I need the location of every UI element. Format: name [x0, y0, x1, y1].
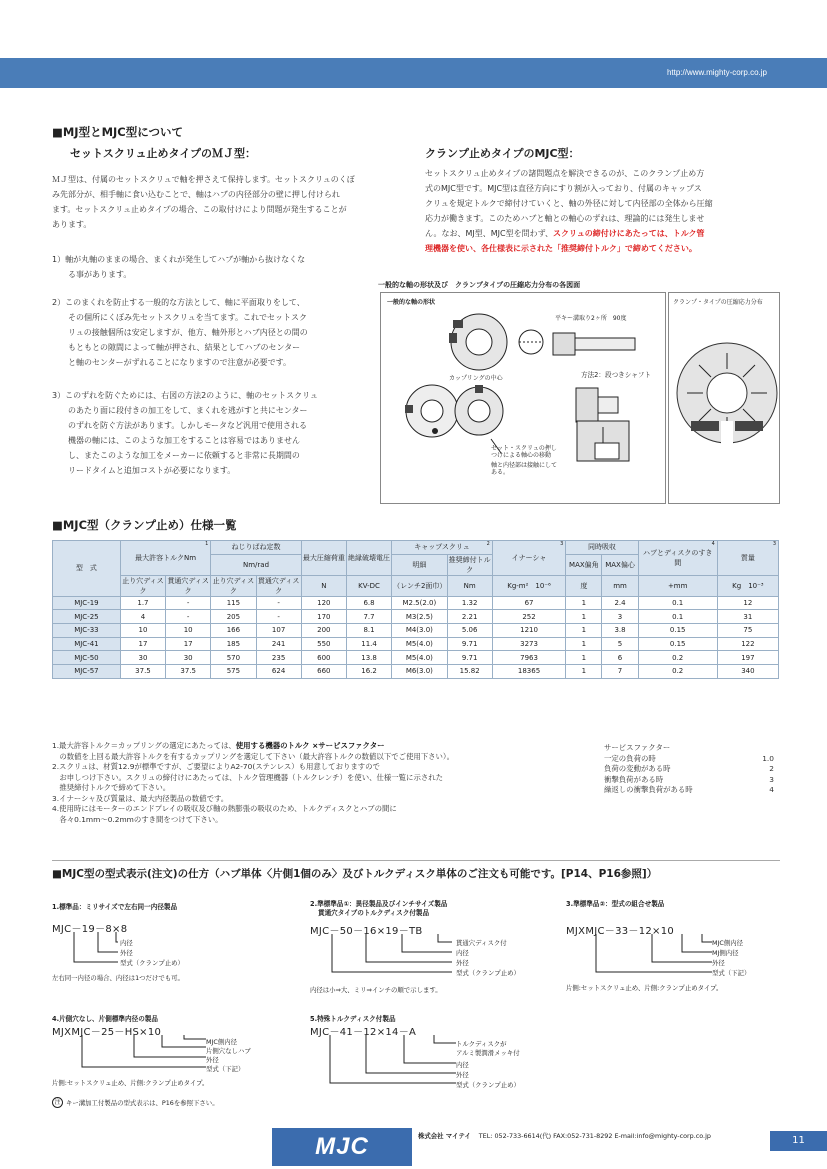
table-cell: 11.4 [346, 637, 391, 651]
mj-point1: 1）軸が丸軸のままの場合、まくれが発生してハブが軸から抜けなくな る事があります。 [52, 255, 306, 279]
table-cell: 1.32 [447, 596, 492, 610]
table-cell: 5.06 [447, 624, 492, 638]
table-cell: 120 [301, 596, 346, 610]
service-factor: サービスファクター 一定の負荷の時 1.0 負荷の変動がある時 2 衝撃負荷がある時 3 繰返しの衝撃負荷がある時 4 [604, 743, 774, 794]
table-cell: 15.82 [447, 665, 492, 679]
service-factor-label: 繰返しの衝撃負荷がある時 [604, 785, 693, 794]
table-cell: - [166, 610, 211, 624]
table-cell: 166 [211, 624, 256, 638]
table-row [53, 651, 779, 665]
figure-stress-box [668, 292, 780, 504]
th-inertia: イナーシャ 3 [492, 541, 566, 576]
table-cell: M5(4.0) [392, 651, 447, 665]
table-cell: 185 [211, 637, 256, 651]
th-unit-gap: +mm [638, 575, 717, 596]
table-cell: 115 [211, 596, 256, 610]
ex5-leader-lines [310, 1035, 470, 1087]
ex4-leader-lines [52, 1035, 212, 1079]
th-cap-torque: 推奨締付トルク [448, 555, 491, 574]
table-cell: 4 [120, 610, 165, 624]
ex2-foot: 内径は小⇒大、ミリ⇒インチの順で示します。 [310, 986, 442, 994]
ex4-foot: 片側:セットスクリュ止め、片側:クランプ止めタイプ。 [52, 1079, 209, 1087]
ex2-l1: 内径 [456, 949, 469, 957]
model-cell: MJC-41 [53, 637, 121, 651]
table-cell: 205 [211, 610, 256, 624]
table-cell: 1210 [492, 624, 566, 638]
service-factor-label: 負荷の変動がある時 [604, 764, 671, 773]
table-cell: 12 [717, 596, 778, 610]
ex3-l1: MJ側内径 [712, 949, 739, 957]
section3-rule [52, 860, 780, 861]
table-cell: 200 [301, 624, 346, 638]
service-factor-row [604, 785, 774, 796]
table-cell: 170 [301, 610, 346, 624]
table-cell: 37.5 [120, 665, 165, 679]
table-cell: 1.7 [120, 596, 165, 610]
table-cell: M4(3.0) [392, 624, 447, 638]
mj-heading: セットスクリュ止めタイプのＭＪ型： [70, 147, 257, 160]
th-cap-screw: キャップスクリュ 2 [392, 541, 493, 555]
th-insulation: 絶縁破壊電圧 [346, 541, 391, 576]
th-through-disk-2: 貫通穴ディスク [257, 576, 300, 595]
ex1-l3: 型式（クランプ止め） [120, 959, 184, 967]
label-shift: セット・スクリュの押し つけによる軸心の移動 軸と内径部は接触にして ある。 [491, 445, 558, 476]
table-cell: 0.15 [638, 637, 717, 651]
th-model: 型 式 [53, 541, 121, 597]
ex4-l3: 型式（下記） [206, 1065, 245, 1073]
table-cell: 340 [717, 665, 778, 679]
ex1-foot: 左右同一内径の場合、内径は1つだけでも可。 [52, 974, 184, 982]
table-cell: 30 [120, 651, 165, 665]
section1-title: ■MJ型とMJC型について [52, 125, 184, 139]
ex5-code: MJC－41－12×14－A [310, 1027, 417, 1038]
th-unit-deg: 度 [566, 575, 602, 596]
model-cell: MJC-50 [53, 651, 121, 665]
table-cell: 18365 [492, 665, 566, 679]
table-cell: 13.8 [346, 651, 391, 665]
table-cell: 197 [717, 651, 778, 665]
table-cell: 7.7 [346, 610, 391, 624]
table-cell: 7 [602, 665, 638, 679]
table-cell: 1 [566, 665, 602, 679]
stress-diagram [669, 293, 781, 505]
page-number: 11 [770, 1131, 827, 1151]
service-factor-row [604, 764, 774, 775]
ex5-title: 5.特殊トルクディスク付製品 [310, 1015, 396, 1023]
table-row [53, 637, 779, 651]
ex2-l3: 型式（クランプ止め） [456, 969, 520, 977]
service-factor-value: 2 [769, 764, 774, 773]
table-cell: 575 [211, 665, 256, 679]
table-cell: 0.2 [638, 665, 717, 679]
table-cell: 570 [211, 651, 256, 665]
table-cell: 9.71 [447, 637, 492, 651]
ex3-title: 3.準標準品②：型式の組合せ製品 [566, 900, 665, 908]
table-cell: 600 [301, 651, 346, 665]
figure-shaft-box [380, 292, 666, 504]
ex4-code: MJXMJC－25－HS×10 [52, 1027, 162, 1038]
note-mark: 注 [52, 1097, 63, 1108]
ex3-l3: 型式（下記） [712, 969, 751, 977]
table-cell: 1 [566, 637, 602, 651]
table-cell: 17 [166, 637, 211, 651]
th-unit-mass: Kg 10⁻³ [717, 575, 778, 596]
th-absorb: 同時吸収 [566, 541, 638, 555]
table-cell: 10 [166, 624, 211, 638]
service-factor-value: 4 [769, 785, 774, 794]
mj-point3: 3）このずれを防ぐためには、右図の方法2のように、軸のセットスクリュ のあたり面に段付きの加工をして、まくれを逃がすと共にセンター のずれを防ぐ方法があります。しかしモータなど汎用で使用される 機器の軸には、このような加工をすることは容易ではありません し、またこのような加工をメーカーに依頼すると非常に長期間の リードタイムと追加コストが必要になります。 [52, 391, 318, 475]
ex4-l2: 外径 [206, 1056, 219, 1064]
mjc-description: セットスクリュ止めタイプの諸問題点を解決できるのが、このクランプ止め方 式のMJC型です。MJC型は直径方向にすり割が入っており、付属のキャップス クリュを規定トルクで締付けていくと、軸の外径に対して内径部の全体から圧縮 応力が働きます。このためハブと軸との軸心のずれは、理論的には発生しませ ん。なお、MJ型、MJC型を問わず、スクリュの締付けにあたっては、トルク管 理機器を使い、各仕様表に示された「推奨締付トルク」で締めてください。 [425, 169, 713, 253]
table-cell: 1 [566, 596, 602, 610]
keyway-note: 注 キー溝加工付製品の型式表示は、P16を参照下さい。 [52, 1097, 219, 1108]
table-cell: 67 [492, 596, 566, 610]
footer-contact: 株式会社 マイテイ TEL: 052-733-6614(代) FAX:052-731-8292 E-mail:info@mighty-corp.co.jp [418, 1132, 711, 1140]
ex1-l1: 内径 [120, 939, 133, 947]
th-unit-n: N [301, 575, 346, 596]
table-cell: - [166, 596, 211, 610]
table-cell: 17 [120, 637, 165, 651]
table-cell: 1 [566, 624, 602, 638]
figure-title: 一般的な軸の形状及び クランプタイプの圧縮応力分布の各図面 [378, 281, 581, 289]
table-cell: 3273 [492, 637, 566, 651]
ex3-code: MJXMJC－33－12×10 [566, 926, 675, 937]
table-cell: 0.15 [638, 624, 717, 638]
mj-intro: ＭＪ型は、付属のセットスクリュで軸を押さえて保持します。セットスクリュのくぼ み先部分が、相手軸に食い込むことで、軸はハブの内径部分の壁に押し付けられ ます。セットスクリュ止めタイプの場合、この取付けにより問題が発生することが あります。 [52, 175, 355, 229]
label-method2: 方法2：段つきシャフト [581, 371, 652, 379]
table-cell: 122 [717, 637, 778, 651]
label-coupling-center: カップリングの中心 [449, 375, 503, 382]
table-cell: 624 [256, 665, 301, 679]
table-cell: 0.1 [638, 610, 717, 624]
table-row [53, 596, 779, 610]
table-cell: 75 [717, 624, 778, 638]
th-unit-kv: KV-DC [346, 575, 391, 596]
table-cell: 1 [566, 610, 602, 624]
table-cell: 37.5 [166, 665, 211, 679]
th-unit-wrench: （レンチ2面巾） [392, 575, 447, 596]
ex2-leader-lines [310, 934, 460, 984]
table-row [53, 665, 779, 679]
table-cell: M2.5(2.0) [392, 596, 447, 610]
shaft-figure-title: 一般的な軸の形状 [387, 299, 436, 306]
stress-figure-title: クランプ・タイプの圧縮応力分布 [673, 299, 763, 306]
ex2-title: 2.準標準品①：異径製品及びインチサイズ製品 [310, 900, 448, 908]
table-cell: 241 [256, 637, 301, 651]
section3-title: ■MJC型の型式表示(注文)の仕方（ハブ単体〈片側1個のみ〉及びトルクディスク単体のご注文も可能です。[P14、P16参照]） [52, 868, 658, 880]
service-factor-value: 1.0 [762, 753, 774, 763]
ex5-l3: 型式（クランプ止め） [456, 1081, 520, 1089]
th-through-disk: 貫通穴ディスク [167, 576, 209, 595]
ex5-l1: 内径 [456, 1061, 469, 1069]
table-cell: 2.21 [447, 610, 492, 624]
ex3-l0: MJC側内径 [712, 939, 744, 947]
table-cell: 6 [602, 651, 638, 665]
table-cell: 0.1 [638, 596, 717, 610]
ex4-l1: 片側穴なしハブ [206, 1047, 251, 1055]
table-cell: 30 [166, 651, 211, 665]
table-cell: 31 [717, 610, 778, 624]
table-cell: 6.8 [346, 596, 391, 610]
table-cell: - [256, 596, 301, 610]
th-compression: 最大圧縮荷重 [301, 541, 346, 576]
table-row [53, 610, 779, 624]
header-url[interactable]: http://www.mighty-corp.co.jp [666, 68, 767, 77]
table-cell: 3.8 [602, 624, 638, 638]
table-cell: M3(2.5) [392, 610, 447, 624]
th-cap-spec: 明細 [392, 554, 447, 575]
table-cell: 252 [492, 610, 566, 624]
spec-table [52, 540, 779, 679]
table-cell: M5(4.0) [392, 637, 447, 651]
table-cell: 235 [256, 651, 301, 665]
table-cell: 107 [256, 624, 301, 638]
service-factor-label: 一定の負荷の時 [604, 753, 656, 763]
ex3-l2: 外径 [712, 959, 725, 967]
ex5-l2: 外径 [456, 1071, 469, 1079]
th-max-torque: 最大許容トルクNm 1 [120, 541, 210, 576]
th-torsion: ねじりばね定数 [211, 541, 301, 555]
ex2-l2: 外径 [456, 959, 469, 967]
th-unit-mm: mm [602, 575, 638, 596]
table-cell: 10 [120, 624, 165, 638]
label-key-slot: 平キー溝取り2ヶ所 90度 [555, 315, 627, 322]
table-cell: 3 [602, 610, 638, 624]
table-cell: 550 [301, 637, 346, 651]
th-blind-disk-2: 止り穴ディスク [212, 576, 255, 595]
table-cell: 0.2 [638, 651, 717, 665]
table-cell: 2.4 [602, 596, 638, 610]
ex1-title: 1.標準品：ミリサイズで左右同一内径製品 [52, 903, 178, 911]
th-blind-disk: 止り穴ディスク [122, 576, 164, 595]
model-cell: MJC-57 [53, 665, 121, 679]
table-cell: 16.2 [346, 665, 391, 679]
ex2-l0: 貫通穴ディスク付 [456, 939, 507, 947]
th-unit-nm: Nm [447, 575, 492, 596]
table-cell: 7963 [492, 651, 566, 665]
table-cell: 660 [301, 665, 346, 679]
ex2-title2: 貫通穴タイプのトルクディスク付製品 [318, 909, 430, 917]
table-cell: 1 [566, 651, 602, 665]
ex5-l0: トルクディスクが アルミ製潤滑メッキ付 [456, 1040, 520, 1057]
ex4-title: 4.片側穴なし、片側標準内径の製品 [52, 1015, 158, 1023]
mjc-logo: MJC [272, 1128, 412, 1166]
th-abs-offset: MAX偏心 [602, 554, 638, 575]
model-cell: MJC-33 [53, 624, 121, 638]
ex1-code: MJC－19－8×8 [52, 924, 128, 935]
ex1-l2: 外径 [120, 949, 133, 957]
ex3-leader-lines [566, 934, 716, 984]
spec-notes: 1.最大許容トルク＝カップリングの選定にあたっては、使用する機器のトルク ×サービスファクター の数値を上回る最大許容トルクを有するカップリングを選定して下さい（最大許容トルクの数値以下でご使用下さい）。 2.スクリュは、材質12.9が標準ですが、ご要望によりA2-70(ステンレス）も用意しておりますので お申しつけ下さい。スクリュの締付けにあたっては、トルク管理機器（トルクレンチ）を使い、仕様一覧に示された 推奨締付トルクで締めて下さい。 3.イナーシャ及び質量は、最大内径製品の数値です。 4.使用時にはモーターのエンドプレイの吸収及び軸の熱膨張の吸収のため、トルクディスクとハブの間に 各々0.1mm〜0.2mmのすき間をつけて下さい。 [52, 741, 454, 824]
table-cell: - [256, 610, 301, 624]
table-cell: M6(3.0) [392, 665, 447, 679]
section2-title: ■MJC型（クランプ止め）仕様一覧 [52, 518, 237, 532]
model-cell: MJC-25 [53, 610, 121, 624]
mjc-heading: クランプ止めタイプのMJC型： [425, 147, 580, 160]
th-unit-inertia: Kg-m² 10⁻⁶ [492, 575, 566, 596]
service-factor-value: 3 [769, 774, 774, 784]
th-abs-angle: MAX偏角 [566, 554, 602, 575]
spec-table-body [53, 596, 779, 678]
th-gap: ハブとディスクのすき間 4 [638, 541, 717, 576]
table-row [53, 624, 779, 638]
table-cell: 8.1 [346, 624, 391, 638]
ex2-code: MJC－50－16×19－TB [310, 926, 423, 937]
service-factor-row [604, 754, 774, 765]
table-cell: 5 [602, 637, 638, 651]
service-factor-row [604, 775, 774, 786]
table-cell: 9.71 [447, 651, 492, 665]
ex4-l0: MJC側内径 [206, 1038, 238, 1046]
service-factor-label: 衝撃負荷がある時 [604, 774, 664, 784]
model-cell: MJC-19 [53, 596, 121, 610]
mj-point2: 2）このまくれを防止する一般的な方法として、軸に平面取りをして、 その個所にくぼみ先セットスクリュを当てます。これでセットスク リュの接触個所は安定しますが、他方、軸外形とハブ内径との間の もともとの隙間によって軸が押され、結果としてハブのセンター と軸のセンターがずれることになりますので注意が必要です。 [52, 298, 308, 367]
th-torsion-unit: Nm/rad [211, 554, 301, 575]
th-mass: 質量 3 [717, 541, 778, 576]
ex3-foot: 片側:セットスクリュ止め、片側:クランプ止めタイプ。 [566, 984, 723, 992]
